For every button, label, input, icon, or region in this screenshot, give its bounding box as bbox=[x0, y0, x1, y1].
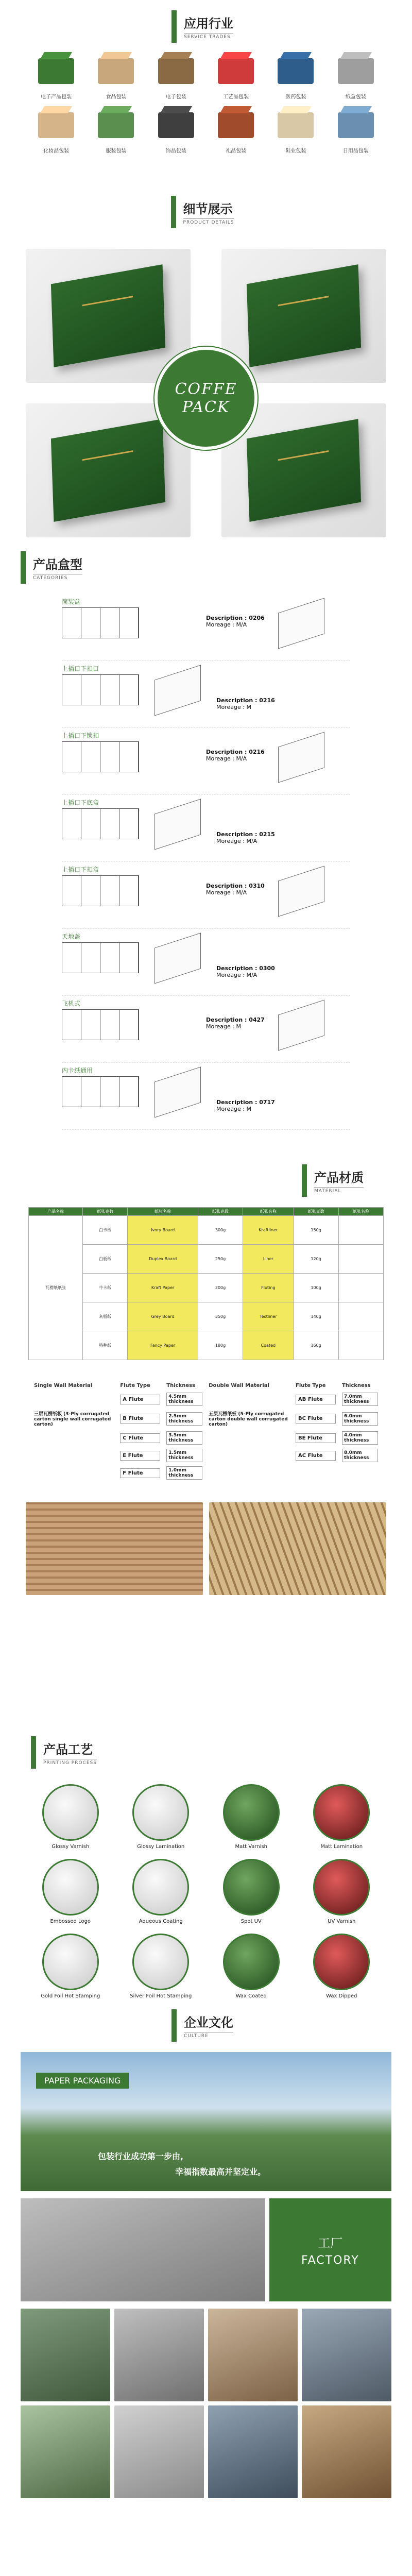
craft-sample-image bbox=[132, 1784, 189, 1841]
industry-item bbox=[31, 53, 81, 100]
craft-grid bbox=[31, 1784, 381, 1999]
box-3d-sketch bbox=[154, 1066, 201, 1117]
craft-item bbox=[122, 1784, 201, 1850]
flute-cell bbox=[31, 1447, 117, 1464]
materials-table bbox=[28, 1207, 384, 1360]
craft-sample-image bbox=[223, 1784, 280, 1841]
craft-item bbox=[302, 1784, 382, 1850]
corrugated-flute-photo bbox=[209, 1502, 386, 1595]
craft-label: Matt Lamination bbox=[320, 1844, 363, 1850]
flute-thickness: 8.0mm thickness bbox=[342, 1449, 378, 1462]
slogan-2: 幸福指数最高并坚定业。 bbox=[175, 2167, 266, 2177]
flute-cell bbox=[31, 1391, 117, 1408]
factory-photo bbox=[114, 2405, 204, 2498]
industry-title: 应用行业 bbox=[184, 16, 233, 31]
industry-box-image bbox=[151, 53, 201, 89]
craft-label: Aqueous Coating bbox=[139, 1919, 183, 1924]
craft-title: 产品工艺 bbox=[43, 1742, 93, 1757]
flute-cell: 三层瓦楞纸板 (3-Ply corrugated carton single wall corrugated carton) bbox=[34, 1412, 111, 1427]
culture-title: 企业文化 bbox=[184, 2015, 233, 2030]
flute-header: Thickness bbox=[341, 1383, 371, 1388]
flute-cell bbox=[117, 1429, 163, 1447]
box-type-row bbox=[62, 929, 350, 996]
box-3d-sketch bbox=[278, 999, 324, 1050]
factory-label-panel bbox=[269, 2198, 391, 2301]
materials-header: 纸张名称 bbox=[338, 1208, 383, 1216]
craft-sample-image bbox=[313, 1859, 370, 1916]
flute-cell bbox=[293, 1464, 339, 1482]
industry-item bbox=[151, 53, 201, 100]
industry-label: 电子包装 bbox=[165, 94, 186, 100]
flute-cell bbox=[163, 1408, 205, 1429]
flute-cell bbox=[339, 1391, 381, 1408]
craft-item bbox=[31, 1934, 110, 1999]
box-type-moq: Moreage : M bbox=[206, 1023, 241, 1030]
industry-box-image bbox=[270, 107, 321, 143]
materials-cell: Ivory Board bbox=[128, 1216, 198, 1245]
materials-cell: Liner bbox=[243, 1245, 294, 1274]
box-types-subtitle: CATEGORIES bbox=[33, 574, 82, 581]
craft-subtitle: PRINTING PROCESS bbox=[43, 1759, 97, 1766]
materials-cell: 160g bbox=[294, 1331, 338, 1360]
box-type-description bbox=[206, 1016, 265, 1030]
die-cut-diagram bbox=[62, 741, 139, 772]
flute-type: B Flute bbox=[120, 1414, 160, 1423]
flute-cell bbox=[163, 1391, 205, 1408]
craft-sample-image bbox=[132, 1859, 189, 1916]
table-row bbox=[29, 1216, 384, 1245]
flute-cell bbox=[163, 1464, 205, 1482]
materials-cell bbox=[338, 1274, 383, 1302]
flute-cell bbox=[205, 1391, 293, 1408]
materials-header: 纸张克数 bbox=[198, 1208, 243, 1216]
box-3d-sketch bbox=[154, 665, 201, 716]
flute-cell bbox=[205, 1429, 293, 1447]
factory-en: FACTORY bbox=[301, 2254, 359, 2267]
factory-photo bbox=[114, 2309, 204, 2401]
box-3d-sketch bbox=[154, 799, 201, 850]
box-3d-sketch bbox=[278, 598, 324, 649]
materials-cell: Testliner bbox=[243, 1302, 294, 1331]
flute-cell bbox=[117, 1447, 163, 1464]
box-type-row bbox=[62, 996, 350, 1063]
factory-photo-row bbox=[21, 2198, 391, 2301]
craft-item bbox=[212, 1859, 291, 1924]
badge-line1: COFFE bbox=[175, 380, 237, 398]
craft-heading bbox=[0, 1736, 412, 1769]
industry-box-image bbox=[270, 53, 321, 89]
materials-cell: 特种纸 bbox=[83, 1331, 128, 1360]
industry-box-image bbox=[211, 107, 261, 143]
paper-packaging-label: PAPER PACKAGING bbox=[36, 2073, 129, 2089]
flute-cell bbox=[339, 1464, 381, 1482]
flute-thickness: 4.5mm thickness bbox=[166, 1393, 202, 1406]
industry-item bbox=[211, 53, 261, 100]
die-cut-diagram bbox=[62, 674, 139, 705]
table-row bbox=[31, 1429, 381, 1447]
industry-item bbox=[331, 53, 381, 100]
die-cut-diagram bbox=[62, 808, 139, 839]
industry-label: 电子产品包装 bbox=[41, 94, 72, 100]
flute-type: E Flute bbox=[120, 1451, 160, 1461]
corrugated-photos bbox=[26, 1502, 386, 1595]
industry-subtitle: SERVICE TRADES bbox=[184, 33, 233, 40]
industry-item bbox=[270, 53, 321, 100]
materials-header: 纸张名称 bbox=[243, 1208, 294, 1216]
box-type-label: 上插口下锁扣 bbox=[62, 732, 99, 739]
materials-heading bbox=[0, 1164, 412, 1197]
materials-cell: 牛卡纸 bbox=[83, 1274, 128, 1302]
craft-item bbox=[31, 1784, 110, 1850]
craft-label: Embossed Logo bbox=[50, 1919, 91, 1924]
flute-type: AB Flute bbox=[296, 1395, 336, 1404]
industry-box-image bbox=[31, 107, 81, 143]
materials-cell: 250g bbox=[198, 1245, 243, 1274]
box-type-label: 上插口下扣盒 bbox=[62, 866, 99, 873]
flute-thickness: 1.5mm thickness bbox=[166, 1449, 202, 1462]
industry-item bbox=[270, 107, 321, 154]
materials-cell: Grey Board bbox=[128, 1302, 198, 1331]
materials-cell bbox=[338, 1331, 383, 1360]
box-3d-sketch bbox=[278, 866, 324, 917]
industry-label: 服装包装 bbox=[106, 148, 127, 154]
factory-mosaic bbox=[21, 2309, 391, 2498]
craft-label: Gold Foil Hot Stamping bbox=[41, 1993, 100, 1999]
flute-cell bbox=[339, 1408, 381, 1429]
craft-sample-image bbox=[223, 1934, 280, 1990]
culture-subtitle: CULTURE bbox=[184, 2032, 233, 2039]
box-type-moq: Moreage : M bbox=[216, 1106, 251, 1112]
flute-cell bbox=[31, 1429, 117, 1447]
materials-header: 纸张克数 bbox=[294, 1208, 338, 1216]
box-type-moq: Moreage : M/A bbox=[206, 889, 247, 896]
table-row bbox=[31, 1391, 381, 1408]
box-type-label: 飞机式 bbox=[62, 1000, 81, 1007]
craft-section bbox=[0, 1736, 412, 2009]
details-section bbox=[0, 191, 412, 551]
craft-label: Silver Foil Hot Stamping bbox=[130, 1993, 192, 1999]
industry-label: 化妆品包装 bbox=[43, 148, 70, 154]
flute-cell bbox=[339, 1429, 381, 1447]
box-types-list bbox=[62, 594, 350, 1130]
flute-cell bbox=[293, 1391, 339, 1408]
industry-item bbox=[211, 107, 261, 154]
flute-cell bbox=[163, 1429, 205, 1447]
craft-label: Glossy Varnish bbox=[52, 1844, 90, 1850]
box-type-description bbox=[216, 1099, 275, 1112]
culture-section bbox=[0, 2009, 412, 2576]
box-type-row bbox=[62, 594, 350, 661]
industry-label: 日用品包装 bbox=[342, 148, 369, 154]
flute-type: AC Flute bbox=[296, 1451, 336, 1461]
flute-header: Double Wall Material bbox=[209, 1383, 269, 1388]
table-row bbox=[31, 1408, 381, 1429]
flute-cell bbox=[293, 1429, 339, 1447]
box-type-moq: Moreage : M bbox=[216, 704, 251, 710]
box-type-row bbox=[62, 1063, 350, 1130]
die-cut-diagram bbox=[62, 607, 139, 638]
box-type-description bbox=[206, 615, 265, 628]
box-types-title: 产品盒型 bbox=[33, 557, 82, 572]
die-cut-diagram bbox=[62, 875, 139, 906]
flute-cell bbox=[31, 1464, 117, 1482]
materials-cell bbox=[338, 1245, 383, 1274]
box-type-description bbox=[206, 883, 265, 896]
factory-photo bbox=[208, 2309, 298, 2401]
materials-header: 纸张名称 bbox=[128, 1208, 198, 1216]
box-type-row bbox=[62, 661, 350, 728]
flute-type: F Flute bbox=[120, 1468, 160, 1478]
industry-item bbox=[91, 107, 141, 154]
materials-cell: 200g bbox=[198, 1274, 243, 1302]
craft-label: Wax Coated bbox=[235, 1993, 267, 1999]
die-cut-diagram bbox=[62, 1009, 139, 1040]
materials-cell: Coated bbox=[243, 1331, 294, 1360]
craft-label: Glossy Lamination bbox=[137, 1844, 185, 1850]
factory-photo bbox=[21, 2198, 265, 2301]
industry-box-image bbox=[151, 107, 201, 143]
flute-header: Thickness bbox=[166, 1383, 196, 1388]
industry-label: 饰品包装 bbox=[165, 148, 186, 154]
box-types-heading bbox=[0, 551, 412, 584]
craft-item bbox=[212, 1934, 291, 1999]
box-type-code: Description : 0427 bbox=[206, 1016, 265, 1023]
industry-box-image bbox=[211, 53, 261, 89]
box-type-code: Description : 0216 bbox=[216, 697, 275, 704]
materials-cell: 180g bbox=[198, 1331, 243, 1360]
box-types-section bbox=[0, 551, 412, 1164]
coffee-pack-badge bbox=[154, 347, 258, 450]
die-cut-diagram bbox=[62, 1076, 139, 1107]
flute-table bbox=[31, 1381, 381, 1482]
box-type-label: 上插口下底盒 bbox=[62, 799, 99, 806]
materials-cell: 白板纸 bbox=[83, 1245, 128, 1274]
box-type-label: 简装盒 bbox=[62, 598, 81, 605]
flute-thickness: 7.0mm thickness bbox=[342, 1393, 378, 1406]
materials-cell: 白卡纸 bbox=[83, 1216, 128, 1245]
box-type-description bbox=[216, 697, 275, 710]
craft-item bbox=[122, 1859, 201, 1924]
materials-cell: 100g bbox=[294, 1274, 338, 1302]
box-3d-sketch bbox=[278, 732, 324, 783]
industry-label: 工艺品包装 bbox=[223, 94, 249, 100]
industry-box-image bbox=[31, 53, 81, 89]
materials-cell bbox=[338, 1216, 383, 1245]
flute-thickness: 4.0mm thickness bbox=[342, 1431, 378, 1445]
industry-box-image bbox=[331, 107, 381, 143]
craft-label: Wax Dipped bbox=[326, 1993, 357, 1999]
industry-box-image bbox=[331, 53, 381, 89]
badge-line2: PACK bbox=[182, 398, 230, 416]
factory-photo bbox=[21, 2405, 110, 2498]
materials-title: 产品材质 bbox=[314, 1171, 364, 1185]
materials-cell: Fluting bbox=[243, 1274, 294, 1302]
flute-type: C Flute bbox=[120, 1433, 160, 1443]
flute-cell bbox=[293, 1447, 339, 1464]
flute-cell bbox=[117, 1464, 163, 1482]
craft-sample-image bbox=[42, 1934, 99, 1990]
industry-label: 礼品包装 bbox=[226, 148, 247, 154]
box-3d-sketch bbox=[154, 933, 201, 984]
flute-header: Single Wall Material bbox=[34, 1383, 93, 1388]
slogan-1: 包装行业成功第一步由, bbox=[98, 2151, 184, 2161]
craft-sample-image bbox=[223, 1859, 280, 1916]
flute-header: Flute Type bbox=[120, 1383, 150, 1388]
flute-cell bbox=[205, 1447, 293, 1464]
box-type-label: 内卡纸通用 bbox=[62, 1067, 93, 1074]
industry-label: 医药包装 bbox=[285, 94, 306, 100]
industry-box-image bbox=[91, 53, 141, 89]
industry-heading bbox=[0, 10, 412, 43]
industry-item bbox=[31, 107, 81, 154]
materials-cell: Duplex Board bbox=[128, 1245, 198, 1274]
flute-thickness: 2.5mm thickness bbox=[166, 1412, 202, 1426]
factory-cn: 工厂 bbox=[318, 2236, 343, 2250]
materials-subtitle: MATERIAL bbox=[314, 1187, 364, 1194]
industry-item bbox=[91, 53, 141, 100]
materials-side-label: 瓦楞纸纸张 bbox=[29, 1216, 83, 1360]
flute-cell bbox=[117, 1391, 163, 1408]
factory-photo bbox=[302, 2405, 391, 2498]
craft-sample-image bbox=[42, 1859, 99, 1916]
box-type-code: Description : 0215 bbox=[216, 831, 275, 838]
box-type-description bbox=[206, 749, 265, 762]
box-type-code: Description : 0216 bbox=[206, 749, 265, 755]
materials-cell: 120g bbox=[294, 1245, 338, 1274]
box-type-description bbox=[216, 831, 275, 844]
materials-cell: 350g bbox=[198, 1302, 243, 1331]
industry-item bbox=[151, 107, 201, 154]
industry-box-image bbox=[91, 107, 141, 143]
materials-section bbox=[0, 1164, 412, 1736]
culture-heading bbox=[0, 2009, 412, 2042]
craft-item bbox=[302, 1934, 382, 1999]
flute-type: BE Flute bbox=[296, 1433, 336, 1443]
industry-label: 鞋业包装 bbox=[285, 148, 306, 154]
factory-photo bbox=[208, 2405, 298, 2498]
craft-item bbox=[212, 1784, 291, 1850]
industry-item bbox=[331, 107, 381, 154]
craft-label: Spot UV bbox=[241, 1919, 262, 1924]
flute-cell bbox=[163, 1447, 205, 1464]
culture-banner bbox=[21, 2052, 391, 2191]
box-type-label: 上插口下扣口 bbox=[62, 665, 99, 672]
craft-sample-image bbox=[313, 1784, 370, 1841]
flute-cell: 五层瓦楞纸板 (5-Ply corrugated carton double wall corrugated carton) bbox=[209, 1412, 288, 1427]
industry-label: 纸盒包装 bbox=[345, 94, 366, 100]
factory-photo bbox=[21, 2309, 110, 2401]
craft-item bbox=[302, 1859, 382, 1924]
box-type-label: 天地盖 bbox=[62, 933, 81, 940]
materials-cell: 140g bbox=[294, 1302, 338, 1331]
box-type-row bbox=[62, 795, 350, 862]
materials-cell: Kraft Paper bbox=[128, 1274, 198, 1302]
box-type-code: Description : 0206 bbox=[206, 615, 265, 621]
craft-item bbox=[122, 1934, 201, 1999]
details-heading bbox=[0, 196, 412, 228]
table-row bbox=[31, 1447, 381, 1464]
box-type-code: Description : 0300 bbox=[216, 965, 275, 972]
flute-thickness: 6.0mm thickness bbox=[342, 1412, 378, 1426]
materials-cell: Kraftliner bbox=[243, 1216, 294, 1245]
industry-grid bbox=[0, 43, 412, 164]
flute-thickness: 1.0mm thickness bbox=[166, 1466, 202, 1480]
box-type-code: Description : 0310 bbox=[206, 883, 265, 889]
box-type-moq: Moreage : M/A bbox=[206, 621, 247, 628]
box-type-moq: Moreage : M/A bbox=[216, 838, 258, 844]
materials-cell: 300g bbox=[198, 1216, 243, 1245]
details-title: 细节展示 bbox=[183, 202, 233, 216]
box-type-row bbox=[62, 728, 350, 795]
flute-cell bbox=[339, 1447, 381, 1464]
materials-header: 纸张克数 bbox=[83, 1208, 128, 1216]
box-type-row bbox=[62, 862, 350, 929]
flute-header: Flute Type bbox=[295, 1383, 326, 1388]
flute-cell bbox=[293, 1408, 339, 1429]
box-type-code: Description : 0717 bbox=[216, 1099, 275, 1106]
table-row bbox=[31, 1464, 381, 1482]
craft-sample-image bbox=[132, 1934, 189, 1990]
flute-cell bbox=[205, 1464, 293, 1482]
craft-sample-image bbox=[313, 1934, 370, 1990]
craft-label: Matt Varnish bbox=[235, 1844, 268, 1850]
materials-cell: Fancy Paper bbox=[128, 1331, 198, 1360]
detail-photo bbox=[221, 249, 386, 383]
factory-photo bbox=[302, 2309, 391, 2401]
craft-item bbox=[31, 1859, 110, 1924]
craft-label: UV Varnish bbox=[328, 1919, 356, 1924]
box-type-moq: Moreage : M/A bbox=[216, 972, 258, 978]
materials-cell bbox=[338, 1302, 383, 1331]
flute-type: BC Flute bbox=[296, 1414, 336, 1423]
industry-label: 食品包装 bbox=[106, 94, 127, 100]
flute-type: A Flute bbox=[120, 1395, 160, 1404]
box-type-description bbox=[216, 965, 275, 978]
details-subtitle: PRODUCT DETAILS bbox=[183, 218, 234, 225]
materials-header: 产品名称 bbox=[29, 1208, 83, 1216]
industry-section bbox=[0, 0, 412, 191]
craft-sample-image bbox=[42, 1784, 99, 1841]
materials-cell: 150g bbox=[294, 1216, 338, 1245]
flute-cell bbox=[117, 1408, 163, 1429]
details-collage bbox=[26, 249, 386, 537]
box-type-moq: Moreage : M/A bbox=[206, 755, 247, 762]
materials-cell: 灰板纸 bbox=[83, 1302, 128, 1331]
corrugated-stack-photo bbox=[26, 1502, 203, 1595]
die-cut-diagram bbox=[62, 942, 139, 973]
flute-thickness: 3.5mm thickness bbox=[166, 1431, 202, 1445]
detail-photo bbox=[26, 249, 191, 383]
